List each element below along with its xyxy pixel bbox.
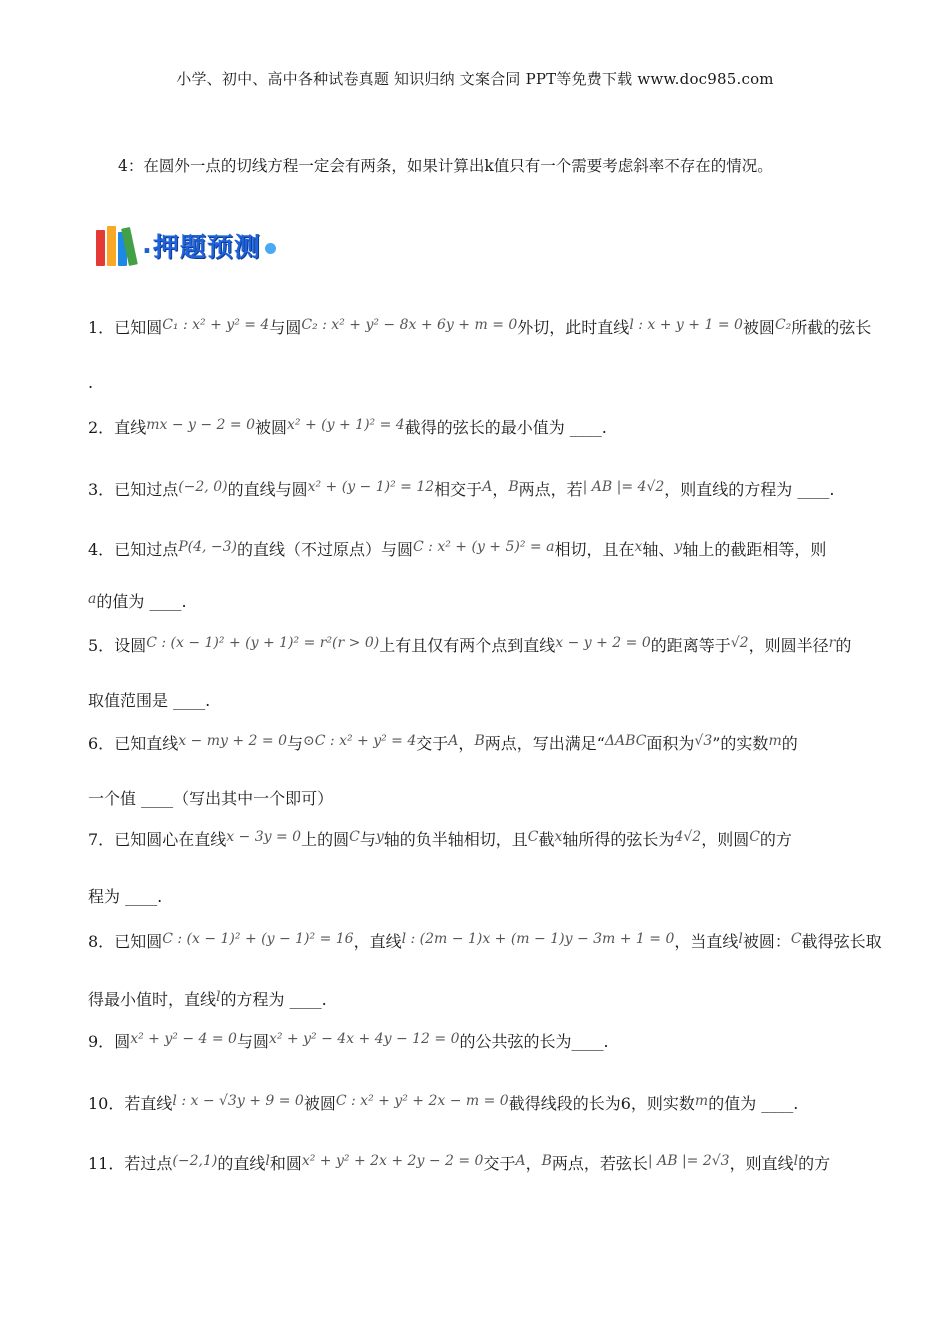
- question-3: 3．已知过点(−2, 0)的直线与圆x² + (y − 1)² = 12相交于A，B两点，若| AB |= 4√2，则直线的方程为 ____.: [88, 479, 835, 499]
- section-banner: [96, 222, 276, 268]
- question-2: 2．直线mx − y − 2 = 0被圆x² + (y + 1)² = 4截得的弦长的最小值为 ____.: [88, 417, 607, 437]
- question-6-line-2: 一个值 ____（写出其中一个即可）: [88, 789, 334, 808]
- site-header: 小学、初中、高中各种试卷真题 知识归纳 文案合同 PPT等免费下载 www.doc985.com: [176, 70, 774, 88]
- banner-dot: .: [142, 230, 152, 260]
- question-8-line-2: 得最小值时，直线l的方程为 ____.: [88, 989, 327, 1009]
- bullet-dot-icon: [265, 243, 276, 254]
- question-7: 7．已知圆心在直线x − 3y = 0上的圆C与y轴的负半轴相切，且C截x轴所得的弦长为4√2，则圆C的方: [88, 829, 792, 849]
- question-4-line-2: a的值为 ____.: [88, 591, 187, 611]
- question-11: 11．若过点(−2,1)的直线l和圆x² + y² + 2x + 2y − 2 = 0交于A，B两点，若弦长| AB |= 2√3，则直线l的方: [88, 1153, 831, 1173]
- question-5-line-2: 取值范围是 ____.: [88, 691, 211, 710]
- question-9: 9．圆x² + y² − 4 = 0与圆x² + y² − 4x + 4y − 12 = 0的公共弦的长为____.: [88, 1031, 609, 1051]
- section-title: 押题预测: [152, 232, 261, 263]
- question-6: 6．已知直线x − my + 2 = 0与⊙C : x² + y² = 4交于A，B两点，写出满足“ΔABC面积为√3”的实数m的: [88, 733, 798, 753]
- books-icon: [96, 224, 140, 266]
- question-8: 8．已知圆C : (x − 1)² + (y − 1)² = 16，直线l : (2m − 1)x + (m − 1)y − 3m + 1 = 0，当直线l被圆：C截得弦长取: [88, 931, 882, 951]
- tip-note: 4：在圆外一点的切线方程一定会有两条，如果计算出k值只有一个需要考虑斜率不存在的情况。: [118, 157, 773, 175]
- question-1: 1．已知圆C₁ : x² + y² = 4与圆C₂ : x² + y² − 8x + 6y + m = 0外切，此时直线l : x + y + 1 = 0被圆C₂所截的弦长: [88, 317, 872, 337]
- question-4: 4．已知过点P(4, −3)的直线（不过原点）与圆C : x² + (y + 5)² = a相切，且在x轴、y轴上的截距相等，则: [88, 539, 827, 559]
- question-7-line-2: 程为 ____.: [88, 887, 163, 906]
- question-10: 10．若直线l : x − √3y + 9 = 0被圆C : x² + y² + 2x − m = 0截得线段的长为6，则实数m的值为 ____.: [88, 1093, 799, 1113]
- question-5: 5．设圆C : (x − 1)² + (y + 1)² = r²(r > 0)上有且仅有两个点到直线x − y + 2 = 0的距离等于√2，则圆半径r的: [88, 635, 852, 655]
- question-1-tail: .: [88, 373, 94, 392]
